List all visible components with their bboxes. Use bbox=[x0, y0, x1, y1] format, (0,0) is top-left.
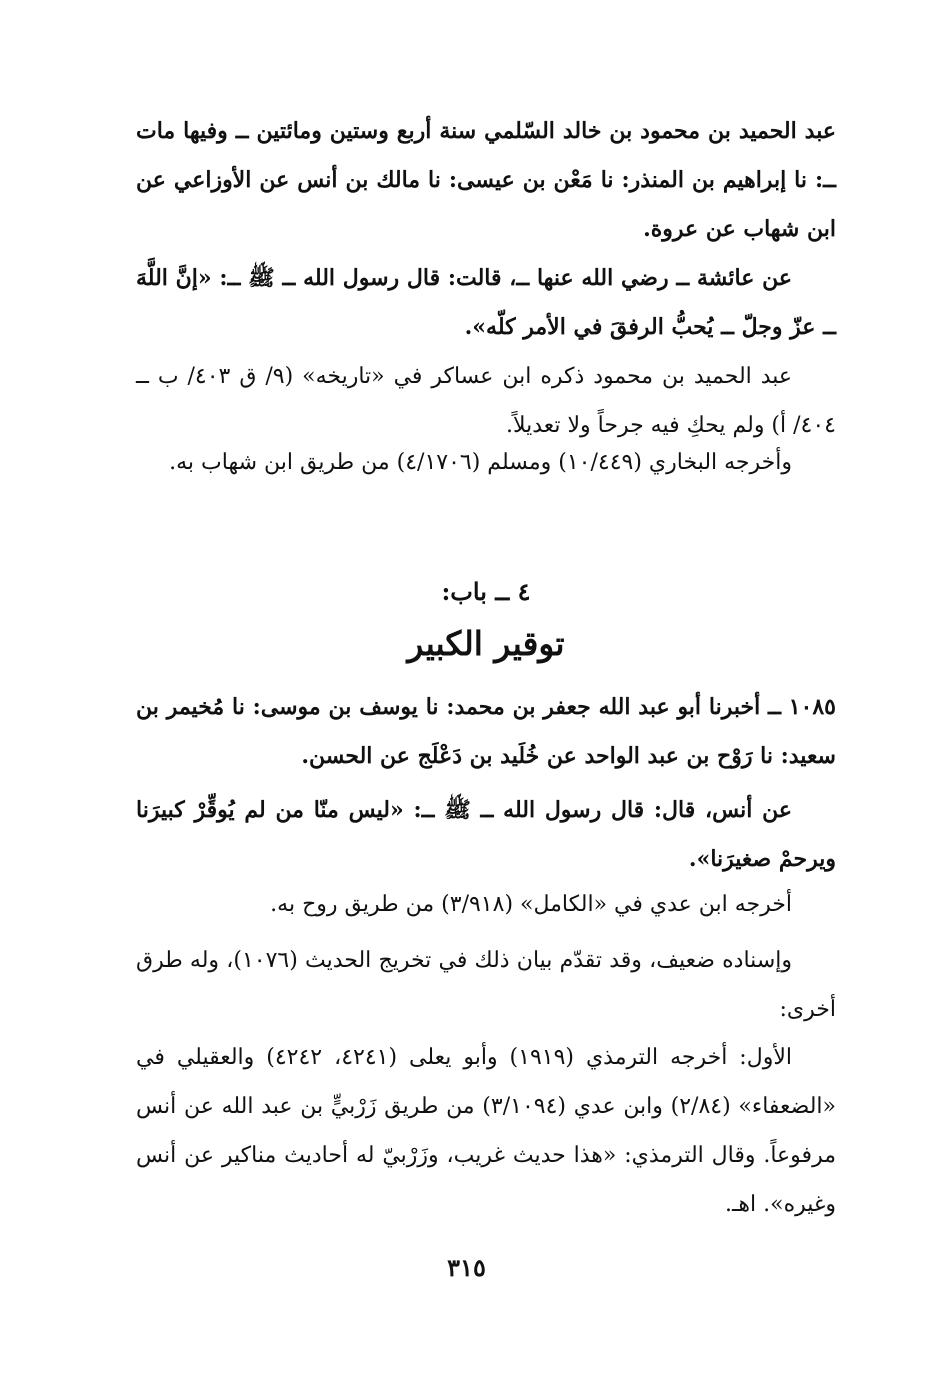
hadith-isnad-1085: ١٠٨٥ ــ أخبرنا أبو عبد الله جعفر بن محمد: نا يوسف بن موسى: نا مُخيمر بن سعيد: نا رَوْح بن عبد الواحد عن خُلَيد بن دَعْلَج عن الحسن. bbox=[136, 694, 836, 769]
chapter-number: ٤ ــ باب: bbox=[441, 577, 531, 606]
hadith-matn-1085: عن أنس، قال: قال رسول الله ــ ﷺ ــ: «ليس منّا من لم يُوقِّرْ كبيرَنا ويرحمْ صغيرَنا». bbox=[136, 797, 836, 872]
hadith-text-paragraph: عن عائشة ــ رضي الله عنها ــ، قالت: قال رسول الله ــ ﷺ ــ: «إنَّ اللَّهَ ــ عزّ وجلّ ــ يُحبُّ الرفقَ في الأمر كلّه». bbox=[136, 265, 836, 340]
commentary-paragraph: عبد الحميد بن محمود ذكره ابن عساكر في «تاريخه» (٩/ ق ٤٠٣/ ب ــ ٤٠٤/ أ) ولم يحكِ فيه جرحاً ولا تعديلاً. bbox=[136, 364, 836, 438]
isnad-paragraph: عبد الحميد بن محمود بن خالد السّلمي سنة أربع وستين ومائتين ــ وفيها مات ــ: نا إبراهيم بن المنذر: نا مَعْن بن عيسى: نا مالك بن أنس عن الأوزاعي عن ابن شهاب عن عروة. bbox=[136, 118, 836, 242]
note-paragraph: الأول: أخرجه الترمذي (١٩١٩) وأبو يعلى (٤٢٤١، ٤٢٤٢) والعقيلي في «الضعفاء» (٢/٨٤) وابن عدي (٣/١٠٩٤) من طريق زَرْبيٍّ بن عبد الله عن أنس مرفوعاً. وقال الترمذي: «هذا حديث غريب، وزَرْبيّ له أحاديث مناكير عن أنس وغيره». اهـ. bbox=[136, 1045, 836, 1217]
chapter-title: توقير الكبير bbox=[407, 624, 565, 663]
note-paragraph: وإسناده ضعيف، وقد تقدّم بيان ذلك في تخريج الحديث (١٠٧٦)، وله طرق أخرى: bbox=[136, 948, 836, 1022]
note-paragraph: أخرجه ابن عدي في «الكامل» (٣/٩١٨) من طريق روح به. bbox=[270, 892, 792, 917]
page-number: ٣١٥ bbox=[447, 1253, 486, 1282]
takhrij-paragraph: وأخرجه البخاري (١٠/٤٤٩) ومسلم (٤/١٧٠٦) من طريق ابن شهاب به. bbox=[169, 450, 792, 475]
